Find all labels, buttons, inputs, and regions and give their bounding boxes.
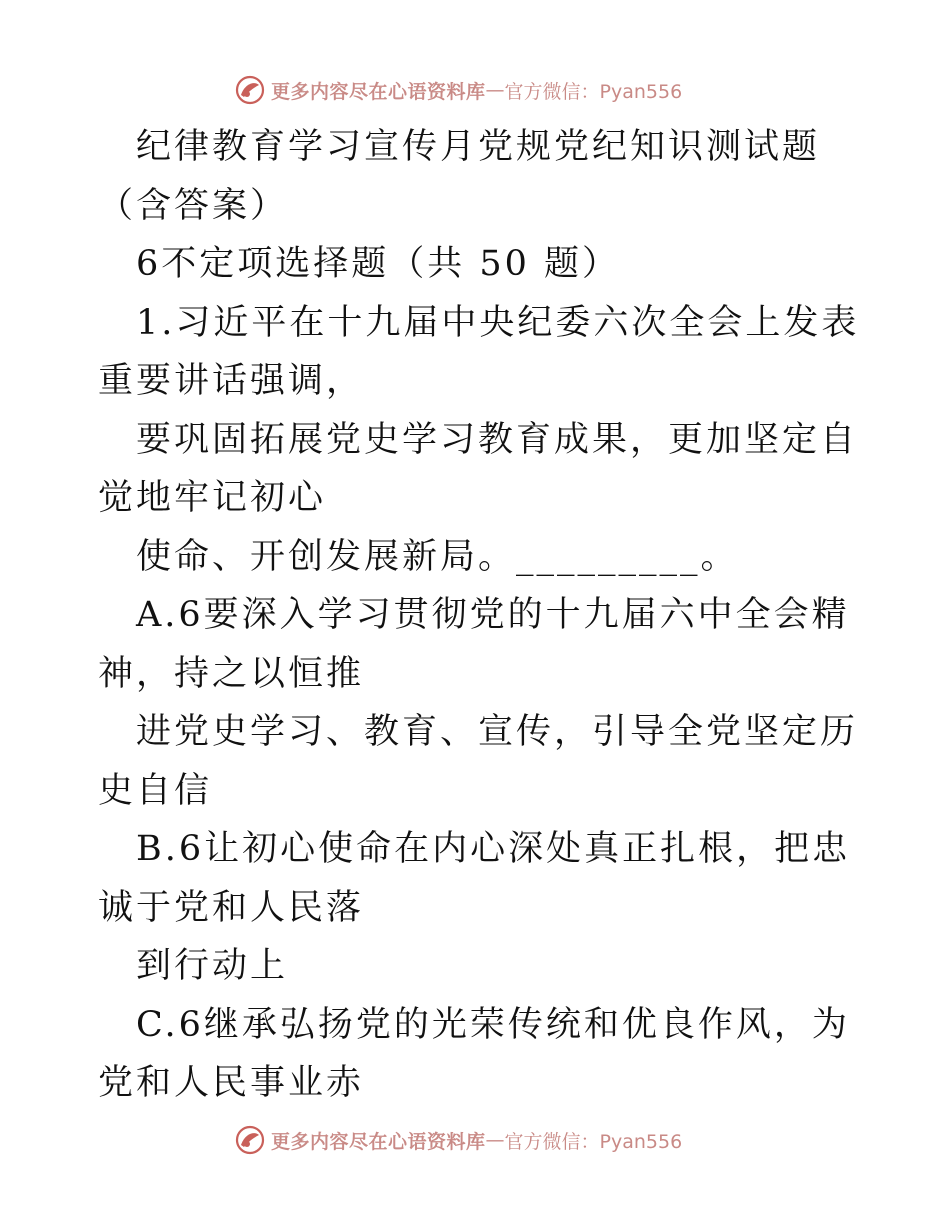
- document-body: [98, 118, 868, 1113]
- option-a-continued: 进党史学习、教育、宣传，引导全党坚定历史自信: [98, 712, 859, 811]
- banner-separator: —: [485, 1129, 505, 1151]
- question-text-continued: 要巩固拓展党史学习教育成果，更加坚定自觉地牢记初心: [98, 419, 859, 518]
- document-title: 纪律教育学习宣传月党规党纪知识测试题（含答案）: [98, 127, 821, 226]
- section-heading: 6不定项选择题（共 50 题）: [136, 244, 621, 284]
- logo-icon: [235, 1125, 265, 1155]
- question-text: 1.习近平在十九届中央纪委六次全会上发表重要讲话强调，: [98, 302, 860, 401]
- banner-official-account: 官方微信：Pyan556: [504, 80, 683, 103]
- banner-official-account: 官方微信：Pyan556: [504, 1130, 683, 1153]
- option-a: A.6要深入学习贯彻党的十九届六中全会精神，持之以恒推: [98, 595, 850, 694]
- banner-text: 更多内容尽在心语资料库: [271, 80, 486, 103]
- header-banner: [235, 72, 715, 108]
- logo-icon: [235, 75, 265, 105]
- option-b-continued: 到行动上: [136, 946, 289, 986]
- question-text-end: 使命、开创发展新局。_________。: [136, 536, 739, 577]
- banner-text: 更多内容尽在心语资料库: [271, 1130, 486, 1153]
- option-b: B.6让初心使命在内心深处真正扎根，把忠诚于党和人民落: [98, 829, 851, 928]
- banner-separator: —: [485, 79, 505, 101]
- option-c: C.6继承弘扬党的光荣传统和优良作风，为党和人民事业赤: [98, 1004, 850, 1103]
- footer-banner: [235, 1122, 715, 1158]
